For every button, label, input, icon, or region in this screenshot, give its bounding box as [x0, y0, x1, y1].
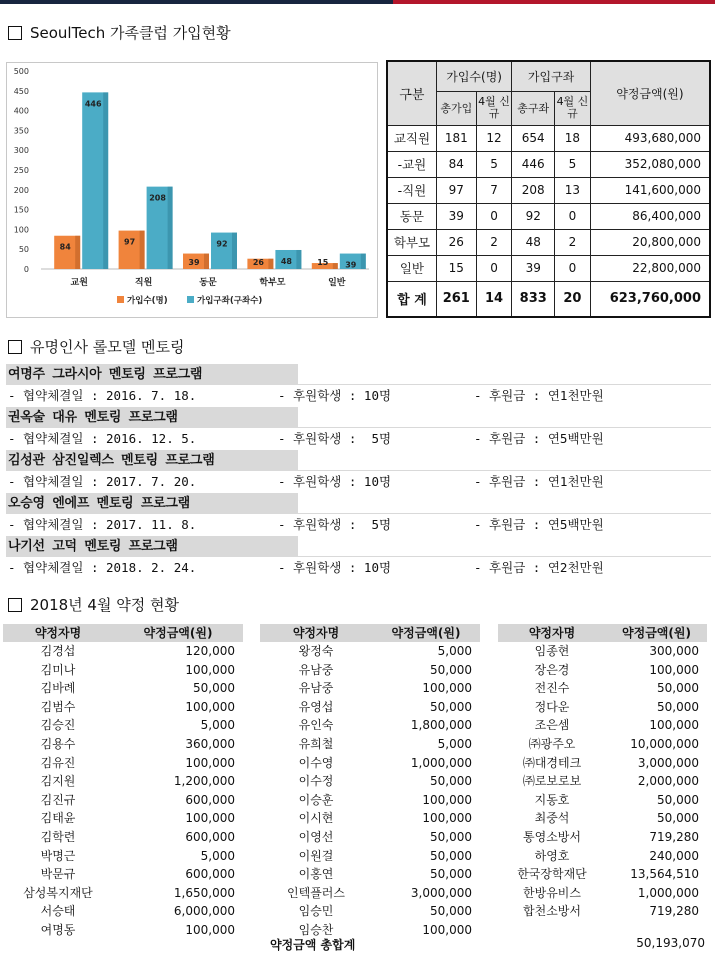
pledger-name: 김미나: [40, 662, 76, 677]
title-underline: [298, 493, 711, 514]
membership-bar-chart: [6, 62, 378, 318]
bar-shade: [296, 250, 301, 269]
row-label: 학부모: [387, 229, 436, 255]
new-accounts-cell: 13: [555, 177, 591, 203]
pledge-row: [498, 698, 707, 717]
data-label: 15: [317, 258, 329, 267]
pledge-row: [3, 809, 243, 828]
pledge-amount: 50,000: [430, 662, 472, 677]
new-accounts-cell: 5: [555, 151, 591, 177]
pledger-name: 김진규: [40, 792, 76, 807]
pledge-row: [3, 772, 243, 791]
new-members-cell: 0: [476, 255, 512, 281]
pledge-row: [3, 791, 243, 810]
pledge-amount: 100,000: [185, 811, 235, 826]
total-accounts-cell: 48: [512, 229, 555, 255]
pledge-amount: 13,564,510: [630, 867, 699, 882]
pledge-row: [260, 642, 480, 661]
legend-label: 가입수(명): [127, 296, 168, 306]
pledger-name: 김유진: [40, 755, 76, 770]
total-members-cell: 26: [436, 229, 476, 255]
total-members-cell: 15: [436, 255, 476, 281]
header-amount: 약정금액(원): [590, 61, 710, 125]
new-members-cell: 0: [476, 203, 512, 229]
amount-cell: 352,080,000: [590, 151, 710, 177]
row-label: 동문: [387, 203, 436, 229]
total-members-cell: 84: [436, 151, 476, 177]
data-label: 84: [59, 242, 71, 252]
total-accounts-cell: 654: [512, 125, 555, 151]
pledge-row: [3, 716, 243, 735]
pledge-row: [498, 772, 707, 791]
new-members-cell: 7: [476, 177, 512, 203]
pledge-amount: 2,000,000: [637, 774, 699, 789]
data-label: 208: [149, 193, 166, 203]
new-accounts-cell: 2: [555, 229, 591, 255]
row-label: -직원: [387, 177, 436, 203]
x-tick-label: 일반: [328, 278, 346, 288]
amount-cell: 493,680,000: [590, 125, 710, 151]
new-members-total: 14: [476, 281, 512, 317]
legend-swatch: [187, 296, 194, 303]
mentoring-program-title: 나기선 고덕 멘토링 프로그램: [6, 536, 298, 557]
pledger-name: 인텍플러스: [287, 885, 345, 900]
pledge-row: [3, 921, 243, 940]
membership-row: [387, 151, 710, 177]
pledge-amount: 50,000: [430, 699, 472, 714]
pledge-amount: 300,000: [649, 644, 699, 658]
pledge-row: [3, 679, 243, 698]
pledge-row: [3, 902, 243, 921]
mentoring-program-details: [6, 471, 711, 493]
pledger-name: 김바례: [40, 681, 76, 696]
data-label: 26: [252, 258, 264, 267]
pledge-row: [3, 661, 243, 680]
sponsored-students: - 후원학생 : 5명: [278, 431, 392, 446]
pledge-row: [498, 642, 707, 661]
pledge-amount: 5,000: [200, 718, 235, 733]
bar-shade: [268, 259, 273, 269]
pledge-row: [260, 865, 480, 884]
pledge-row: [260, 902, 480, 921]
title-underline: [298, 364, 711, 385]
amount-total: 623,760,000: [590, 281, 710, 317]
pledge-amount: 50,000: [430, 848, 472, 863]
data-label: 446: [84, 99, 102, 109]
pledge-row: [3, 642, 243, 661]
pledge-amount: 1,800,000: [410, 718, 472, 733]
pledger-name: 최중석: [534, 811, 570, 826]
pledge-amount: 10,000,000: [630, 736, 699, 751]
pledge-total-value: 50,193,070: [636, 936, 705, 950]
sponsored-students: - 후원학생 : 10명: [278, 388, 392, 403]
header-new-accounts: 4월 신규: [555, 91, 591, 125]
mentoring-program: [6, 364, 711, 407]
membership-row: [387, 255, 710, 281]
pledge-table-header: [498, 624, 707, 642]
y-tick-label: 450: [13, 86, 29, 96]
new-accounts-total: 20: [555, 281, 591, 317]
pledger-name: 이영선: [298, 829, 334, 844]
pledge-row: [498, 809, 707, 828]
pledge-amount: 719,280: [649, 829, 699, 844]
pledger-name: 박문규: [40, 867, 76, 882]
pledge-amount: 100,000: [185, 662, 235, 677]
pledge-row: [260, 661, 480, 680]
pledger-name: 서승태: [40, 904, 76, 919]
pledge-amount-header: 약정금액(원): [622, 626, 691, 640]
pledger-name: 임승찬: [298, 922, 334, 937]
pledger-name: 김용수: [40, 736, 76, 751]
pledger-name: 김범수: [40, 699, 76, 714]
data-label: 97: [124, 237, 136, 247]
header-total-members: 총가입: [436, 91, 476, 125]
y-tick-label: 150: [13, 205, 29, 215]
membership-row: [387, 229, 710, 255]
total-members-cell: 39: [436, 203, 476, 229]
pledge-table-header: [260, 624, 480, 642]
pledger-name: 장은경: [534, 662, 570, 677]
mentoring-program: [6, 407, 711, 450]
pledger-name: ㈜광주오: [528, 736, 576, 751]
row-label: -교원: [387, 151, 436, 177]
pledger-name-header: 약정자명: [34, 626, 82, 640]
pledger-name: 김학련: [40, 829, 76, 844]
header-color-bar: [0, 0, 715, 4]
title-underline: [298, 536, 711, 557]
title-underline: [298, 407, 711, 428]
sponsorship-fund: - 후원금 : 연5백만원: [474, 517, 604, 532]
new-members-cell: 5: [476, 151, 512, 177]
pledger-name: 김경섭: [40, 644, 76, 658]
x-tick-label: 학부모: [259, 278, 286, 288]
pledge-row: [498, 847, 707, 866]
pledge-amount: 100,000: [185, 922, 235, 937]
pledger-name-header: 약정자명: [528, 626, 576, 640]
checkbox-square-icon: [8, 598, 22, 612]
pledge-amount: 100,000: [422, 811, 472, 826]
bar-shade: [333, 263, 338, 269]
membership-row: [387, 203, 710, 229]
pledge-amount: 3,000,000: [410, 885, 472, 900]
pledge-table: [3, 624, 243, 940]
agreement-date: - 협약체결일 : 2016. 12. 5.: [8, 431, 197, 446]
pledge-row: [3, 735, 243, 754]
pledger-name: 김지원: [40, 774, 76, 789]
mentoring-program: [6, 493, 711, 536]
section-title-membership: [8, 22, 231, 43]
pledger-name: 전진수: [534, 681, 570, 696]
pledge-row: [498, 865, 707, 884]
pledge-amount: 1,000,000: [637, 885, 699, 900]
pledge-amount: 50,000: [657, 681, 699, 696]
section-title-text: 유명인사 롤모델 멘토링: [30, 338, 185, 356]
data-label: 48: [280, 256, 292, 266]
pledger-name: 유영섭: [298, 699, 334, 714]
sponsored-students: - 후원학생 : 5명: [278, 517, 392, 532]
pledger-name: ㈜대경테크: [522, 755, 582, 770]
pledge-row: [260, 847, 480, 866]
pledge-row: [498, 716, 707, 735]
pledger-name: 김승진: [40, 718, 76, 733]
x-tick-label: 직원: [134, 278, 153, 288]
pledge-amount: 240,000: [649, 848, 699, 863]
mentoring-program-title: 여명주 그라시아 멘토링 프로그램: [6, 364, 298, 385]
agreement-date: - 협약체결일 : 2016. 7. 18.: [8, 388, 197, 403]
mentoring-program: [6, 536, 711, 579]
total-members-cell: 97: [436, 177, 476, 203]
title-underline: [298, 450, 711, 471]
pledge-amount-header: 약정금액(원): [391, 626, 461, 640]
pledge-row: [3, 884, 243, 903]
section-title-text: 2018년 4월 약정 현황: [30, 596, 179, 614]
agreement-date: - 협약체결일 : 2017. 11. 8.: [8, 517, 197, 532]
pledge-row: [260, 698, 480, 717]
mentoring-program: [6, 450, 711, 493]
pledger-name: 정다운: [534, 699, 570, 714]
amount-cell: 141,600,000: [590, 177, 710, 203]
header-new-members: 4월 신규: [476, 91, 512, 125]
pledger-name: 이홍연: [298, 867, 334, 882]
pledger-name: 통영소방서: [523, 829, 581, 844]
pledger-name: 유남중: [298, 681, 334, 696]
sponsorship-fund: - 후원금 : 연1천만원: [474, 388, 604, 403]
y-tick-label: 50: [18, 245, 29, 255]
pledger-name: 박명근: [40, 848, 76, 863]
pledger-name: 조은셈: [534, 718, 570, 733]
pledge-amount: 120,000: [185, 644, 235, 658]
bar-shade: [204, 254, 209, 269]
pledge-table: [260, 624, 480, 940]
total-accounts-cell: 92: [512, 203, 555, 229]
pledge-row: [3, 754, 243, 773]
pledger-name: 임종현: [534, 644, 570, 658]
data-label: 39: [188, 258, 200, 267]
pledge-row: [498, 884, 707, 903]
y-tick-label: 350: [13, 126, 29, 136]
amount-cell: 86,400,000: [590, 203, 710, 229]
membership-row: [387, 125, 710, 151]
pledge-amount: 50,000: [193, 681, 235, 696]
total-members-cell: 181: [436, 125, 476, 151]
pledge-amount: 100,000: [422, 922, 472, 937]
pledger-name: 한국장학재단: [517, 867, 587, 882]
agreement-date: - 협약체결일 : 2018. 2. 24.: [8, 560, 197, 575]
pledge-amount: 600,000: [185, 792, 235, 807]
pledge-row: [260, 679, 480, 698]
new-members-cell: 2: [476, 229, 512, 255]
y-tick-label: 200: [13, 185, 29, 195]
pledger-name: 합천소방서: [523, 904, 581, 919]
amount-cell: 20,800,000: [590, 229, 710, 255]
pledge-row: [3, 828, 243, 847]
total-accounts-total: 833: [512, 281, 555, 317]
pledge-row: [498, 828, 707, 847]
mentoring-program-title: 권옥술 대유 멘토링 프로그램: [6, 407, 298, 428]
mentoring-program-details: [6, 428, 711, 450]
total-accounts-cell: 446: [512, 151, 555, 177]
bar-shade: [103, 92, 108, 269]
total-label: 합 계: [387, 281, 436, 317]
pledge-row: [260, 754, 480, 773]
pledger-name: 김태윤: [40, 811, 76, 826]
pledge-row: [260, 884, 480, 903]
membership-row: [387, 177, 710, 203]
pledge-amount: 50,000: [430, 904, 472, 919]
pledger-name: 지동호: [534, 792, 570, 807]
bar-shade: [168, 187, 173, 269]
pledge-amount-header: 약정금액(원): [143, 626, 213, 640]
membership-table: [386, 60, 711, 318]
total-members-total: 261: [436, 281, 476, 317]
x-tick-label: 동문: [199, 278, 217, 288]
pledge-table: [498, 624, 707, 921]
mentoring-program-details: [6, 385, 711, 407]
sponsored-students: - 후원학생 : 10명: [278, 560, 392, 575]
pledge-amount: 1,000,000: [410, 755, 472, 770]
membership-total-row: [387, 281, 710, 317]
pledge-row: [3, 865, 243, 884]
new-members-cell: 12: [476, 125, 512, 151]
bar-shade: [75, 236, 80, 269]
pledge-row: [498, 754, 707, 773]
pledge-amount: 719,280: [649, 904, 699, 919]
sponsorship-fund: - 후원금 : 연5백만원: [474, 431, 604, 446]
header-accounts: 가입구좌: [512, 61, 590, 91]
pledge-amount: 5,000: [437, 644, 472, 658]
pledger-name: ㈜로보로보: [522, 774, 582, 789]
pledge-amount: 6,000,000: [173, 904, 235, 919]
pledge-amount: 50,000: [657, 811, 699, 826]
bar-shade: [361, 254, 366, 269]
mentoring-program-title: 오승영 엔에프 멘토링 프로그램: [6, 493, 298, 514]
pledger-name: 여명동: [40, 922, 76, 937]
pledger-name: 한방유비스: [523, 885, 581, 900]
pledge-row: [260, 809, 480, 828]
pledger-name: 이승훈: [298, 792, 334, 807]
y-tick-label: 300: [13, 146, 29, 156]
pledge-row: [498, 902, 707, 921]
y-tick-label: 400: [13, 106, 29, 116]
pledger-name: 이수정: [298, 774, 334, 789]
pledge-amount: 100,000: [649, 662, 699, 677]
pledger-name: 이시현: [298, 811, 334, 826]
pledge-row: [3, 847, 243, 866]
data-label: 39: [345, 260, 357, 270]
pledge-row: [498, 791, 707, 810]
new-accounts-cell: 0: [555, 203, 591, 229]
pledge-amount: 50,000: [657, 699, 699, 714]
pledger-name: 임승민: [298, 904, 334, 919]
mentoring-program-details: [6, 514, 711, 536]
header-members: 가입수(명): [436, 61, 511, 91]
total-accounts-cell: 208: [512, 177, 555, 203]
pledge-row: [260, 828, 480, 847]
chart-svg: [7, 63, 377, 317]
bar-shade: [140, 231, 145, 269]
mentoring-program-title: 김성관 삼진일렉스 멘토링 프로그램: [6, 450, 298, 471]
header-total-accounts: 총구좌: [512, 91, 555, 125]
pledge-row: [260, 791, 480, 810]
mentoring-program-details: [6, 557, 711, 579]
pledge-amount: 100,000: [185, 755, 235, 770]
pledge-total-label: 약정금액 총합계: [270, 938, 356, 952]
pledge-amount: 5,000: [437, 736, 472, 751]
legend-swatch: [117, 296, 124, 303]
pledger-name: 유남중: [298, 662, 334, 677]
sponsorship-fund: - 후원금 : 연1천만원: [474, 474, 604, 489]
row-label: 교직원: [387, 125, 436, 151]
pledge-amount: 50,000: [430, 867, 472, 882]
data-label: 92: [216, 239, 228, 249]
pledger-name: 유인숙: [298, 718, 334, 733]
total-accounts-cell: 39: [512, 255, 555, 281]
pledge-row: [498, 735, 707, 754]
checkbox-square-icon: [8, 340, 22, 354]
pledge-amount: 600,000: [185, 867, 235, 882]
section-title-mentoring: [8, 336, 184, 357]
y-tick-label: 250: [13, 166, 29, 175]
sponsored-students: - 후원학생 : 10명: [278, 474, 392, 489]
new-accounts-cell: 18: [555, 125, 591, 151]
pledge-amount: 100,000: [649, 718, 699, 733]
pledge-amount: 100,000: [422, 792, 472, 807]
y-tick-label: 500: [13, 67, 29, 76]
section-title-pledges: [8, 594, 179, 615]
new-accounts-cell: 0: [555, 255, 591, 281]
row-label: 일반: [387, 255, 436, 281]
bar-shade: [232, 233, 237, 269]
amount-cell: 22,800,000: [590, 255, 710, 281]
header-category: 구분: [387, 61, 436, 125]
pledge-row: [498, 661, 707, 680]
pledge-amount: 100,000: [422, 681, 472, 696]
checkbox-square-icon: [8, 26, 22, 40]
pledge-amount: 1,200,000: [173, 774, 235, 789]
section-title-text: SeoulTech 가족클럽 가입현황: [30, 24, 231, 42]
pledge-row: [260, 735, 480, 754]
pledge-row: [498, 679, 707, 698]
pledge-amount: 100,000: [185, 699, 235, 714]
pledger-name: 이원걸: [298, 848, 334, 863]
pledge-amount: 50,000: [657, 792, 699, 807]
legend-label: 가입구좌(구좌수): [197, 296, 263, 306]
pledge-table-header: [3, 624, 243, 642]
pledger-name: 왕정숙: [298, 644, 334, 658]
y-tick-label: 100: [13, 225, 29, 235]
pledger-name: 삼성복지재단: [23, 885, 93, 900]
pledger-name: 하영호: [534, 848, 570, 863]
pledge-amount: 5,000: [200, 848, 235, 863]
pledge-amount: 600,000: [185, 829, 235, 844]
pledger-name: 유희철: [298, 736, 334, 751]
pledge-row: [260, 716, 480, 735]
pledge-row: [260, 772, 480, 791]
pledger-name: 이수영: [298, 755, 334, 770]
pledge-amount: 50,000: [430, 774, 472, 789]
pledger-name-header: 약정자명: [292, 626, 340, 640]
pledge-amount: 3,000,000: [637, 755, 699, 770]
pledge-amount: 50,000: [430, 829, 472, 844]
y-tick-label: 0: [23, 265, 29, 274]
pledge-amount: 360,000: [185, 736, 235, 751]
agreement-date: - 협약체결일 : 2017. 7. 20.: [8, 474, 197, 489]
sponsorship-fund: - 후원금 : 연2천만원: [474, 560, 604, 575]
pledge-row: [3, 698, 243, 717]
x-tick-label: 교원: [70, 278, 88, 288]
pledge-amount: 1,650,000: [173, 885, 235, 900]
